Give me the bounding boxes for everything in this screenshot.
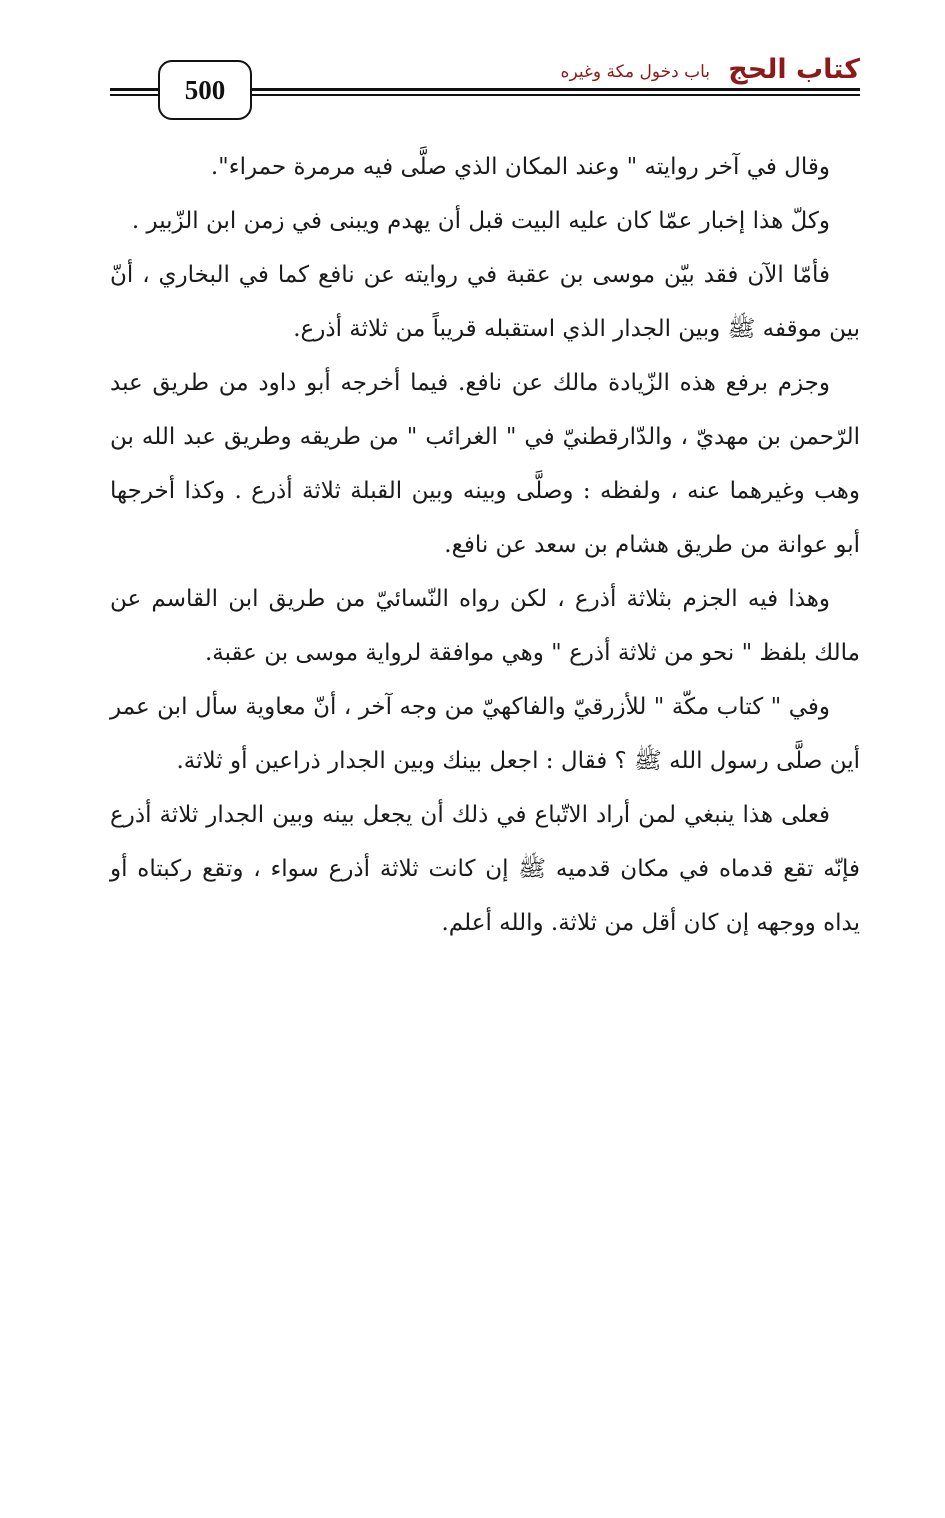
paragraph-1: وقال في آخر روايته " وعند المكان الذي صلَّى فيه مرمرة حمراء".: [210, 154, 830, 180]
page-body: [110, 140, 860, 950]
page-header: [110, 50, 860, 120]
paragraph-6: وفي " كتاب مكّة " للأزرقيّ والفاكهيّ من وجه آخر ، أنّ معاوية سأل ابن عمر أين صلَّى رسول الله ﷺ ؟ فقال : اجعل بينك وبين الجدار ذراعين أو ثلاثة.: [110, 694, 860, 774]
book-title: كتاب الحج: [728, 54, 860, 85]
page-number: 500: [184, 74, 226, 105]
paragraph-2: وكلّ هذا إخبار عمّا كان عليه البيت قبل أن يهدم ويبنى في زمن ابن الزّبير .: [131, 208, 830, 234]
page-number-box: [158, 60, 252, 120]
paragraph-4: وجزم برفع هذه الزّيادة مالك عن نافع. فيما أخرجه أبو داود من طريق عبد الرّحمن بن مهديّ ، والدّارقطنيّ في " الغرائب " من طريقه وطريق عبد الله بن وهب وغيرهما عنه ، ولفظه : وصلَّى وبينه وبين القبلة ثلاثة أذرع . وكذا أخرجها أبو عوانة من طريق هشام بن سعد عن نافع.: [110, 370, 860, 558]
paragraph-7: فعلى هذا ينبغي لمن أراد الاتّباع في ذلك أن يجعل بينه وبين الجدار ثلاثة أذرع فإنّه تقع قدماه في مكان قدميه ﷺ إن كانت ثلاثة أذرع سواء ، وتقع ركبتاه أو يداه ووجهه إن كان أقل من ثلاثة. والله أعلم.: [110, 802, 860, 936]
chapter-title: باب دخول مكة وغيره: [560, 62, 710, 82]
paragraph-5: وهذا فيه الجزم بثلاثة أذرع ، لكن رواه النّسائيّ من طريق ابن القاسم عن مالك بلفظ " نحو من ثلاثة أذرع " وهي موافقة لرواية موسى بن عقبة.: [110, 586, 860, 666]
paragraph-3: فأمّا الآن فقد بيّن موسى بن عقبة في روايته عن نافع كما في البخاري ، أنّ بين موقفه ﷺ وبين الجدار الذي استقبله قريباً من ثلاثة أذرع.: [110, 262, 860, 342]
